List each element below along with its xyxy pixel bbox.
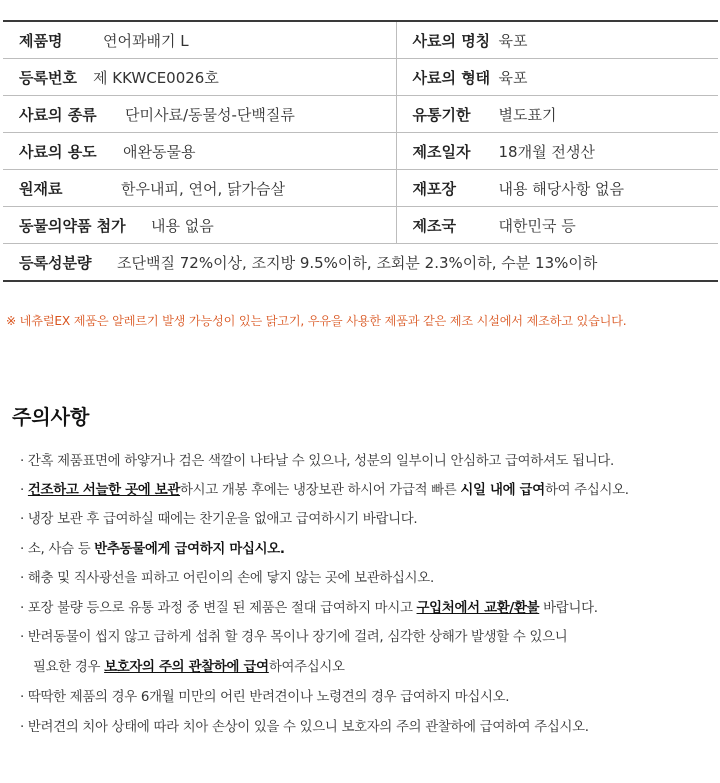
- spec-label: 등록번호: [19, 68, 77, 87]
- spec-cell-feed-form: [396, 59, 718, 96]
- caution-item: [20, 538, 285, 557]
- spec-cell-drug-additive: [3, 207, 396, 244]
- spec-row-composition: [3, 244, 718, 282]
- caution-item: · 해충 및 직사광선을 피하고 어린이의 손에 닿지 않는 곳에 보관하십시오.: [20, 571, 434, 586]
- caution-title: 주의사항: [12, 405, 90, 429]
- spec-value: 대한민국 등: [498, 216, 576, 235]
- spec-label: 유통기한: [412, 105, 471, 124]
- spec-cell-feed-type: [3, 96, 396, 133]
- spec-value: 단미사료/동물성-단백질류: [125, 105, 295, 124]
- emphasis-text: 반추동물에게 급여하지 마십시오.: [94, 542, 285, 557]
- spec-cell-expiry: [396, 96, 718, 133]
- spec-value: 제 KKWCE0026호: [93, 68, 219, 87]
- spec-row: [3, 133, 718, 170]
- spec-label: 재포장: [412, 179, 456, 198]
- spec-cell-origin-country: [396, 207, 718, 244]
- item-text: 필요한 경우: [33, 660, 105, 675]
- spec-label: 사료의 명칭: [412, 31, 491, 50]
- spec-cell-product-name: [3, 21, 396, 59]
- caution-item: [20, 479, 629, 498]
- spec-label: 제품명: [19, 31, 63, 50]
- spec-label: 제조일자: [412, 142, 471, 161]
- spec-cell-manufacture-date: [396, 133, 718, 170]
- allergy-notice: ※ 네츄럴EX 제품은 알레르기 발생 가능성이 있는 닭고기, 우유을 사용한 제품과 같은 제조 시설에서 제조하고 있습니다.: [6, 314, 627, 328]
- emphasis-text: 시일 내에 급여: [460, 483, 545, 498]
- spec-value: 육포: [498, 31, 528, 50]
- item-text: 하시고 개봉 후에는 냉장보관 하시어 가급적 빠른: [180, 483, 461, 498]
- spec-row: [3, 21, 718, 59]
- spec-cell-ingredients: [3, 170, 396, 207]
- spec-value: 한우내피, 연어, 닭가슴살: [121, 179, 285, 198]
- spec-value: 별도표기: [498, 105, 557, 124]
- spec-label: 제조국: [412, 216, 456, 235]
- spec-value: 내용 해당사항 없음: [498, 179, 624, 198]
- spec-label: 사료의 종류: [19, 105, 97, 124]
- item-text: · 소, 사슴 등: [20, 542, 95, 557]
- spec-value: 조단백질 72%이상, 조지방 9.5%이하, 조회분 2.3%이하, 수분 13%이하: [117, 253, 598, 272]
- item-text: 하여주십시오: [268, 660, 345, 675]
- spec-cell-composition: [3, 244, 718, 282]
- caution-item: · 딱딱한 제품의 경우 6개월 미만의 어린 반려견이나 노령견의 경우 급여하지 마십시오.: [20, 690, 510, 705]
- spec-cell-feed-use: [3, 133, 396, 170]
- emphasis-text: 구입처에서 교환/환불: [416, 601, 540, 616]
- caution-item: [20, 597, 598, 616]
- caution-item: · 반려동물이 씹지 않고 급하게 섭취 할 경우 목이나 장기에 걸려, 심각한 상해가 발생할 수 있으니: [20, 630, 568, 645]
- spec-value: 내용 없음: [151, 216, 214, 235]
- caution-item-continuation: [33, 656, 345, 675]
- spec-label: 사료의 형태: [412, 68, 491, 87]
- item-text: 바랍니다.: [539, 601, 598, 616]
- product-spec-table: [3, 20, 718, 282]
- bullet: ·: [20, 483, 28, 498]
- caution-item: · 간혹 제품표면에 하얗거나 검은 색깔이 나타날 수 있으나, 성분의 일부이니 안심하고 급여하셔도 됩니다.: [20, 454, 614, 469]
- emphasis-text: 건조하고 서늘한 곳에 보관: [27, 483, 180, 498]
- spec-row: [3, 207, 718, 244]
- caution-item: · 반려견의 치아 상태에 따라 치아 손상이 있을 수 있으니 보호자의 주의 관찰하에 급여하여 주십시오.: [20, 720, 589, 735]
- item-text: · 포장 불량 등으로 유통 과정 중 변질 된 제품은 절대 급여하지 마시고: [20, 601, 417, 616]
- spec-cell-reg-number: [3, 59, 396, 96]
- emphasis-text: 보호자의 주의 관찰하에 급여: [104, 660, 269, 675]
- spec-value: 육포: [498, 68, 528, 87]
- spec-cell-feed-name: [396, 21, 718, 59]
- spec-value: 애완동물용: [123, 142, 196, 161]
- spec-cell-repackaging: [396, 170, 718, 207]
- item-text: 하여 주십시오.: [544, 483, 629, 498]
- spec-row: [3, 170, 718, 207]
- spec-label: 등록성분량: [19, 253, 92, 272]
- spec-label: 원재료: [19, 179, 63, 198]
- caution-item: · 냉장 보관 후 급여하실 때에는 찬기운을 없애고 급여하시기 바랍니다.: [20, 512, 418, 527]
- spec-label: 동물의약품 첨가: [19, 216, 126, 235]
- spec-value: 18개월 전생산: [498, 142, 595, 161]
- spec-label: 사료의 용도: [19, 142, 97, 161]
- spec-row: [3, 59, 718, 96]
- spec-row: [3, 96, 718, 133]
- spec-value: 연어꽈배기 L: [103, 31, 189, 50]
